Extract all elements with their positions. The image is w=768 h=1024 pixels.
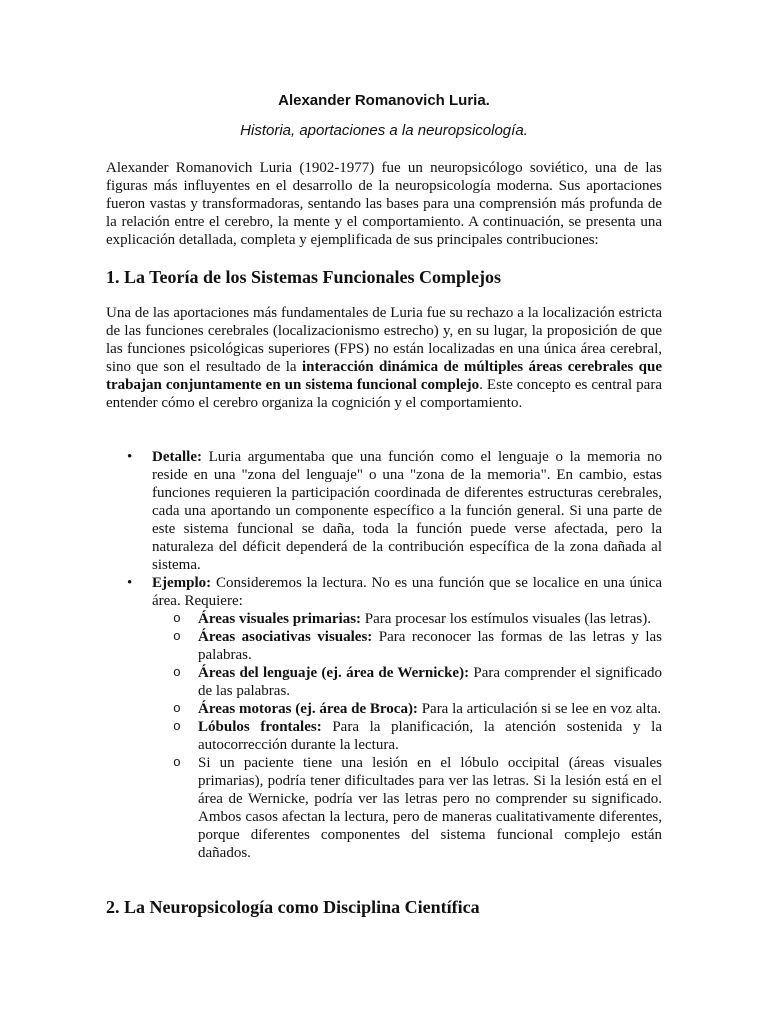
sub-item [152,700,662,718]
sub-item [152,628,662,664]
sub-item-label: Lóbulos frontales: [198,719,322,735]
sub-item-text: Para la planificación, la atención sostenida y la autocorrección durante la lectura. [198,719,662,753]
bullet-example [106,574,662,862]
detail-text: Luria argumentaba que una función como el lenguaje o la memoria no reside en una "zona del lenguaje" o una "zona de la memoria". En cambio, estas funciones requieren la participación coordinada de diferentes estructuras cerebrales, cada una aportando un componente específico a la función general. Si una parte de este sistema funcional se daña, toda la función puede verse afectada, pero la naturaleza del déficit dependerá de la contribución específica de la zona dañada al sistema. [152,449,662,573]
sub-item-text: Para comprender el significado de las palabras. [198,665,662,699]
sub-item [152,610,662,628]
section-1-paragraph [106,304,662,412]
sub-item-text: Para procesar los estímulos visuales (las letras). [361,611,651,627]
section-1-heading: 1. La Teoría de los Sistemas Funcionales Complejos [106,267,502,287]
section-2-heading: 2. La Neuropsicología como Disciplina Científica [106,897,480,917]
document-title: Alexander Romanovich Luria. [278,92,490,109]
sub-item-label: Áreas motoras (ej. área de Broca): [198,701,418,717]
sub-item [152,718,662,754]
section-1-bullet-list [106,448,662,862]
detail-label: Detalle: [152,449,202,465]
section-1-text-bold: interacción dinámica de múltiples áreas cerebrales que trabajan conjuntamente en un sistema funcional complejo [106,359,662,393]
document-subtitle: Historia, aportaciones a la neuropsicología. [240,122,528,139]
bullet-detail [106,448,662,574]
sub-item-text: Para reconocer las formas de las letras y las palabras. [198,629,662,663]
sub-item-label: Áreas asociativas visuales: [198,629,373,645]
intro-paragraph: Alexander Romanovich Luria (1902-1977) fue un neuropsicólogo soviético, una de las figuras más influyentes en el desarrollo de la neuropsicología moderna. Sus aportaciones fueron vastas y transformadoras, sentando las bases para una comprensión más profunda de la relación entre el cerebro, la mente y el comportamiento. A continuación, se presenta una explicación detallada, completa y ejemplificada de sus principales contribuciones: [106,160,662,248]
example-sub-list [152,610,662,862]
sub-item [152,754,662,862]
sub-item [152,664,662,700]
sub-item-label: Áreas del lenguaje (ej. área de Wernicke): [198,665,470,681]
section-1-text-end: . Este concepto es central para entender cómo el cerebro organiza la cognición y el comportamiento. [106,377,662,411]
sub-item-text: Para la articulación si se lee en voz alta. [417,701,662,717]
sub-item-label: Áreas visuales primarias: [198,611,362,627]
example-text: Consideremos la lectura. No es una función que se localice en una única área. Requiere: [152,575,662,609]
section-1-text-start: Una de las aportaciones más fundamentales de Luria fue su rechazo a la localización estricta de las funciones cerebrales (localizacionismo estrecho) y, en su lugar, la proposición de que las funciones psicológicas superiores (FPS) no están localizadas en una única área cerebral, sino que son el resultado de la [106,305,662,375]
example-label: Ejemplo: [152,575,212,591]
sub-item-text: Si un paciente tiene una lesión en el lóbulo occipital (áreas visuales primarias), podría tener dificultades para ver las letras. Si la lesión está en el área de Wernicke, podría ver las letras pero no comprender su significado. Ambos casos afectan la lectura, pero de maneras cualitativamente diferentes, porque diferentes componentes del sistema funcional complejo están dañados. [198,755,662,861]
